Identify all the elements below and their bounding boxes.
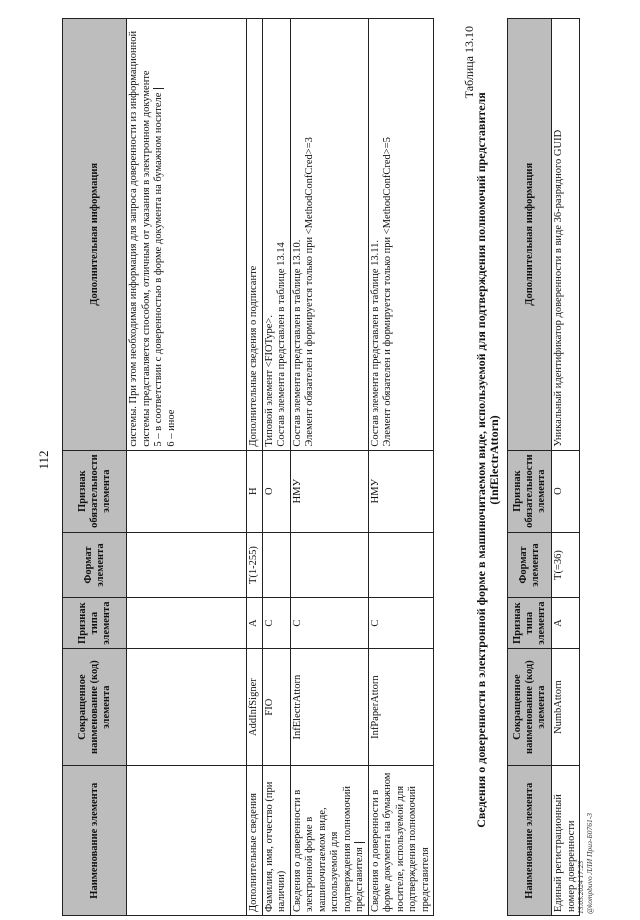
header-format: Формат элемента [63,532,127,598]
table-row [290,19,368,916]
table-row [368,19,434,916]
cell-type: С [262,598,290,648]
cell-type [127,598,247,648]
table-row [127,19,247,916]
info-line: Дополнительные сведения о подписанте [248,265,259,447]
header-type: Признак типа элемента [63,598,127,648]
cell-name: Сведения о доверенности в форме документа на бумажном носителе, используемой для подтверждения полномочий представителя [368,766,434,916]
header-info: Дополнительная информация [508,19,552,451]
header-format: Формат элемента [508,532,552,598]
cell-info [247,19,263,451]
cell-info [290,19,368,451]
edit-marker-icon [354,842,365,843]
cell-name: Фамилия, имя, отчество (при наличии) [262,766,290,916]
cell-format [262,532,290,598]
info-line [153,22,166,447]
cell-short: NumbAttorn [552,648,580,766]
cell-short: FIO [262,648,290,766]
info-line: Типовой элемент <FIOType>. [263,315,275,447]
cell-info [262,19,290,451]
cell-format [290,532,368,598]
cell-required: НМУ [368,450,434,532]
header-name: Наименование элемента [63,766,127,916]
info-line: Состав элемента представлен в таблице 13.14 [276,242,287,447]
cell-name-text: Сведения о доверенности в электронной форме в машиночитаемом виде, используемой для подтверждения полномочий представителя [291,785,365,912]
table-row [247,19,263,916]
cell-required: О [552,450,580,532]
cell-info [552,19,580,451]
cell-name [127,766,247,916]
cell-info [368,19,434,451]
cell-required: Н [247,450,263,532]
elements-table-continued [62,18,434,916]
table-row [262,19,290,916]
cell-format: T(=36) [552,532,580,598]
page-number: 112 [36,450,51,470]
header-info: Дополнительная информация [63,19,127,451]
cell-name: Единый регистрационный номер доверенности [552,766,580,916]
header-name: Наименование элемента [508,766,552,916]
info-text: 5 – в соответствии с доверенностью в форме документа на бумажном носителе [153,92,164,447]
info-line: системы. При этом необходимая информация для запроса доверенности из информационной системы представляется способом, отличным от указания в электронном документе [128,30,152,447]
cell-type: С [290,598,368,648]
table-title: Сведения о доверенности в электронной форме в машиночитаемом виде, используемой для подтверждения полномочий представителя (InfElectrAttorn) [474,92,501,828]
info-line: Состав элемента представлен в таблице 13.10. [291,239,303,447]
header-required: Признак обязательности элемента [508,450,552,532]
signature-stamp [576,813,594,914]
cell-required: НМУ [290,450,368,532]
header-required: Признак обязательности элемента [63,450,127,532]
cell-short: InfElectrAttorn [290,648,368,766]
table-label: Таблица 13.10 [462,26,476,99]
cell-type: А [552,598,580,648]
info-line: 6 – иное [165,409,177,447]
cell-info [127,19,247,451]
cell-name [290,766,368,916]
cell-format [368,532,434,598]
cell-format [127,532,247,598]
cell-format: T(1-255) [247,532,263,598]
info-line: Элемент обязателен и формируется только при <MethodConfCred>=5 [382,137,393,447]
edit-marker-icon [153,88,164,89]
cell-required: О [262,450,290,532]
cell-required [127,450,247,532]
info-line: Состав элемента представлен в таблице 13.11. [369,239,381,447]
signature-id: @kompbuvo ЛЛИ Приз-Б0761-3 [585,812,594,914]
cell-name: Дополнительные сведения [247,766,263,916]
header-short: Сокращенное наименование (код) элемента [63,648,127,766]
signature-date: 13.05.2024 17:23 [576,860,585,914]
info-line: Элемент обязателен и формируется только при <MethodConfCred>=3 [304,137,315,447]
cell-short [127,648,247,766]
elements-table-13-10 [507,18,580,916]
cell-short: InfPaperAttorn [368,648,434,766]
header-type: Признак типа элемента [508,598,552,648]
cell-type: А [247,598,263,648]
cell-type: С [368,598,434,648]
cell-short: AddInfSigner [247,648,263,766]
table-row [552,19,580,916]
header-short: Сокращенное наименование (код) элемента [508,648,552,766]
info-line: Уникальный идентификатор доверенности в виде 36-разрядного GUID [553,129,564,447]
